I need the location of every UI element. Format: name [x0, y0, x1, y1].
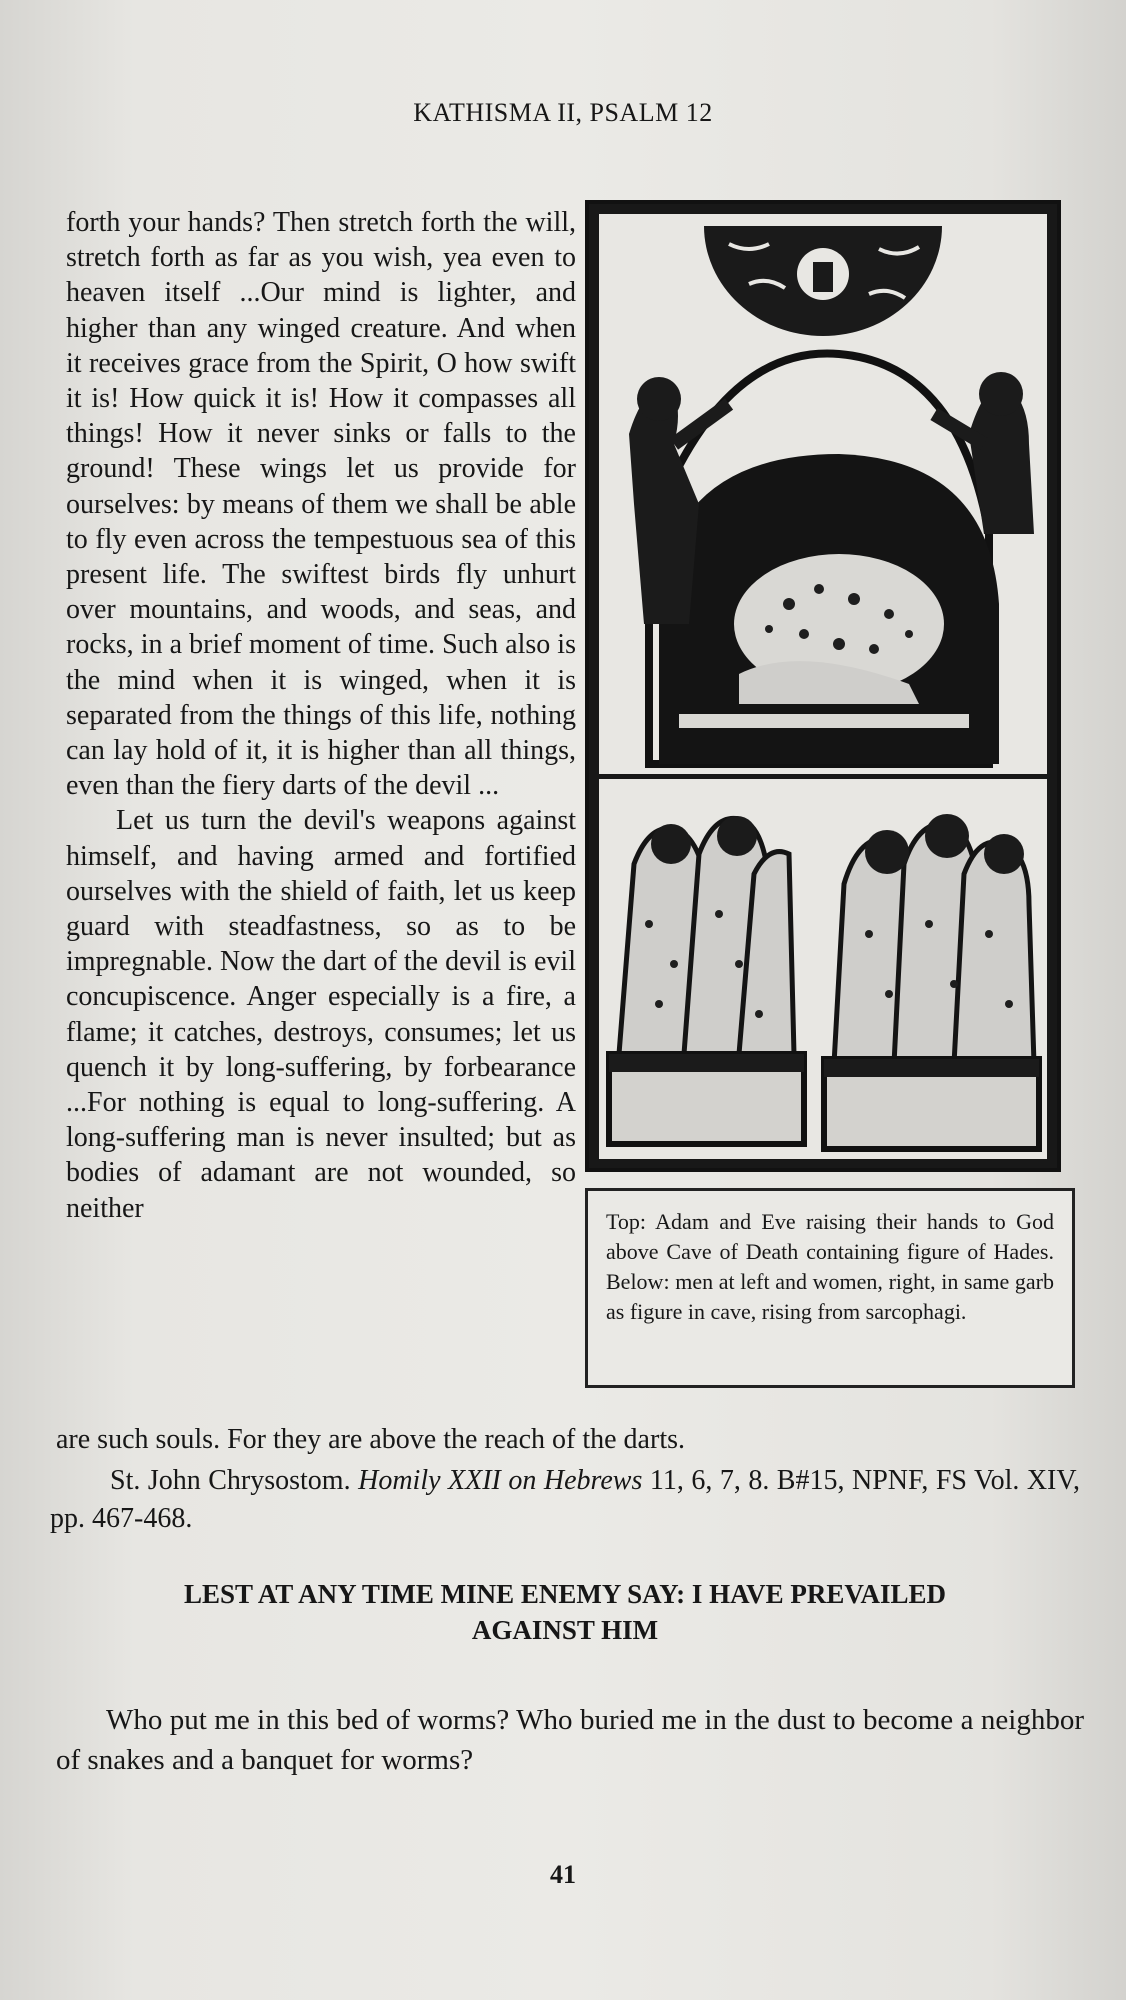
- left-column-text: [66, 205, 576, 1226]
- section-paragraph: Who put me in this bed of worms? Who buried me in the dust to become a neighbor of snakes and a banquet for worms?: [56, 1704, 1084, 1776]
- icon-engraving: [589, 204, 1057, 1168]
- page-number: 41: [550, 1860, 576, 1889]
- section-heading: [60, 1576, 1070, 1648]
- continuation-text: are such souls. For they are above the reach of the darts.: [56, 1424, 685, 1455]
- continuation-line: [56, 1422, 1080, 1457]
- icon-illustration: [585, 200, 1061, 1172]
- citation-reference: 11, 6, 7, 8. B#15, NPNF, FS Vol. XIV, pp. 467-468.: [50, 1465, 1080, 1534]
- paragraph-2: Let us turn the devil's weapons against himself, and having armed and fortified ourselves with the shield of faith, let us keep guard with steadfastness, so as to be impregnable. Now the dart of the devil is evil concupiscence. Anger especially is a fire, a flame; it catches, destroys, consumes; let us quench it by long-suffering, by forbearance ...For nothing is equal to long-suffering. A long-suffering man is never insulted; but as bodies of adamant are not wounded, so neither: [66, 805, 576, 1224]
- section-heading-line-2: AGAINST HIM: [471, 1615, 659, 1645]
- figure-caption: Top: Adam and Eve raising their hands to God above Cave of Death containing figure of Hades. Below: men at left and women, right, in same garb as figure in cave, rising from sarcophagi.: [585, 1188, 1075, 1388]
- citation-work: Homily XXII on Hebrews: [358, 1465, 643, 1496]
- running-head: KATHISMA II, PSALM 12: [413, 98, 713, 127]
- citation-author: St. John Chrysostom.: [110, 1465, 351, 1496]
- citation: [50, 1462, 1080, 1538]
- paragraph-1: forth your hands? Then stretch forth the will, stretch forth as far as you wish, yea even to heaven itself ...Our mind is lighter, and higher than any winged creature. And when it receives grace from the Spirit, O how swift it is! How quick it is! How it compasses all things! How it never sinks or falls to the ground! These wings let us provide for ourselves: by means of them we shall be able to fly even across the tempestuous sea of this present life. The swiftest birds fly unhurt over mountains, and woods, and seas, and rocks, in a brief moment of time. Such also is the mind when it is winged, when it is separated from the things of this life, nothing can lay hold of it, it is higher than all things, even than the fiery darts of the devil ...: [66, 207, 576, 802]
- section-heading-line-1: LEST AT ANY TIME MINE ENEMY SAY: I HAVE PREVAILED: [184, 1579, 946, 1609]
